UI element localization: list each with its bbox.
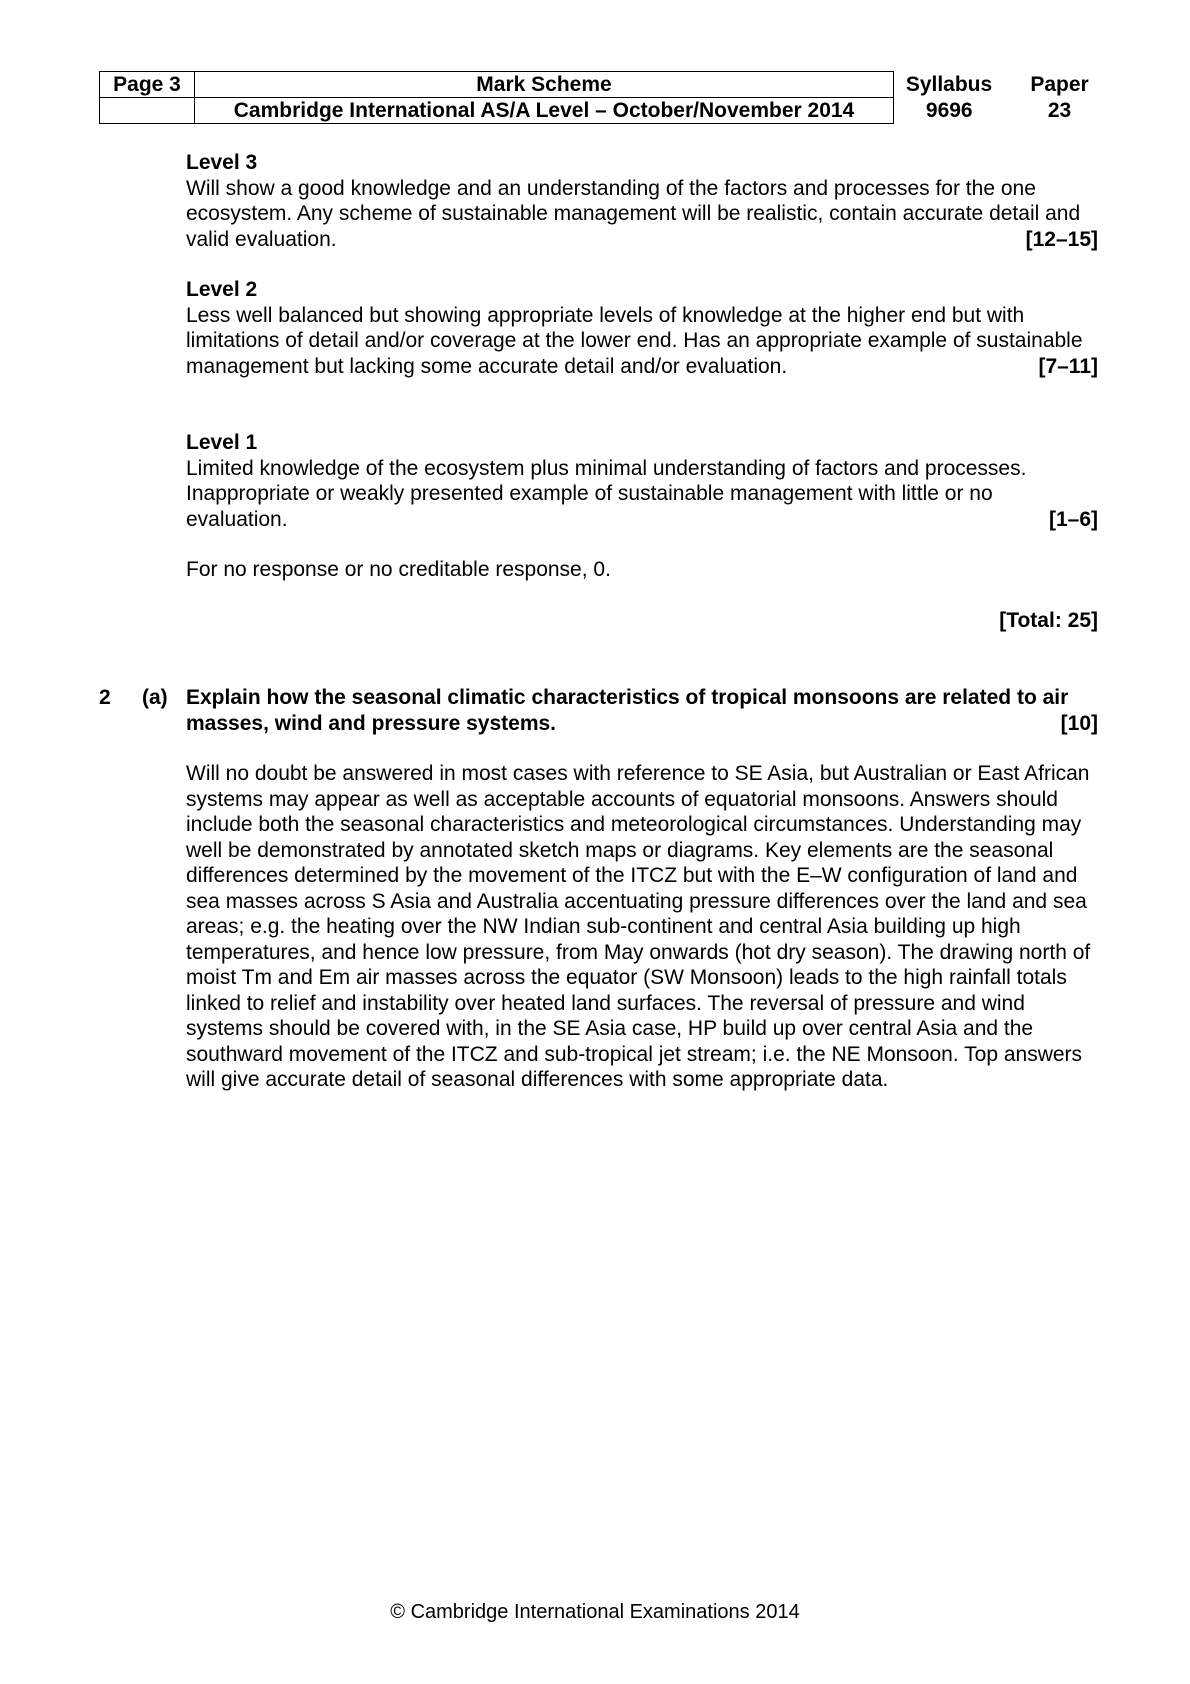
copyright-footer: © Cambridge International Examinations 2014 <box>390 1601 800 1623</box>
page-number: Page 3 <box>100 72 195 98</box>
total-mark: [Total: 25] <box>999 609 1098 632</box>
header-empty-cell <box>100 98 195 124</box>
document-title: Mark Scheme <box>195 72 894 98</box>
paper-number: 23 <box>1047 98 1072 122</box>
level-2-mark: [7–11] <box>1038 354 1098 378</box>
level-2-heading: Level 2 <box>186 278 258 301</box>
level-1-mark: [1–6] <box>1048 507 1098 531</box>
level-2-section <box>186 277 1098 379</box>
level-3-heading: Level 3 <box>186 151 258 174</box>
document-subtitle: Cambridge International AS/A Level – October/November 2014 <box>195 98 894 124</box>
level-3-mark: [12–15] <box>1025 227 1098 251</box>
level-2-text: Less well balanced but showing appropriate levels of knowledge at the higher end but with limitations of detail and/or coverage at the lower end. Has an appropriate example of sustainable management but lacking some accurate detail and/or evaluation. [7–11] <box>186 303 1098 378</box>
question-number: 2 <box>99 686 111 709</box>
level-1-text: Limited knowledge of the ecosystem plus minimal understanding of factors and processes. Inappropriate or weakly presented example of sustainable management with little or no evaluation. [1–6] <box>186 456 1098 531</box>
no-response-note: For no response or no creditable response, 0. <box>186 558 611 581</box>
syllabus-code: 9696 <box>925 98 973 122</box>
paper-label: Paper <box>1030 72 1089 96</box>
question-mark: [10] <box>1060 711 1098 735</box>
level-3-section <box>186 150 1098 252</box>
level-3-text: Will show a good knowledge and an understanding of the factors and processes for the one ecosystem. Any scheme of sustainable management will be realistic, contain accurate detail and valid evaluation. [12–15] <box>186 176 1098 251</box>
level-1-section <box>186 430 1098 532</box>
question-text: Explain how the seasonal climatic characteristics of tropical monsoons are related to air masses, wind and pressure systems. [10] <box>186 686 1098 735</box>
header-table <box>99 71 1115 124</box>
question-part: (a) <box>142 686 168 709</box>
answer-guidance: Will no doubt be answered in most cases with reference to SE Asia, but Australian or East African systems may appear as well as acceptable accounts of equatorial monsoons. Answers should include both the seasonal characteristics and meteorological circumstances. Understanding may well be demonstrated by annotated sketch maps or diagrams. Key elements are the seasonal differences determined by the movement of the ITCZ but with the E–W configuration of land and sea masses across S Asia and Australia accentuating pressure differences over the land and sea areas; e.g. the heating over the NW Indian sub-continent and central Asia building up high temperatures, and hence low pressure, from May onwards (hot dry season). The drawing north of moist Tm and Em air masses across the equator (SW Monsoon) leads to the high rainfall totals linked to relief and instability over heated land surfaces. The reversal of pressure and wind systems should be covered with, in the SE Asia case, HP build up over central Asia and the southward movement of the ITCZ and sub-tropical jet stream; i.e. the NE Monsoon. Top answers will give accurate detail of seasonal differences with some appropriate data. <box>186 762 1091 1091</box>
syllabus-label: Syllabus <box>905 72 993 96</box>
level-1-heading: Level 1 <box>186 431 258 454</box>
